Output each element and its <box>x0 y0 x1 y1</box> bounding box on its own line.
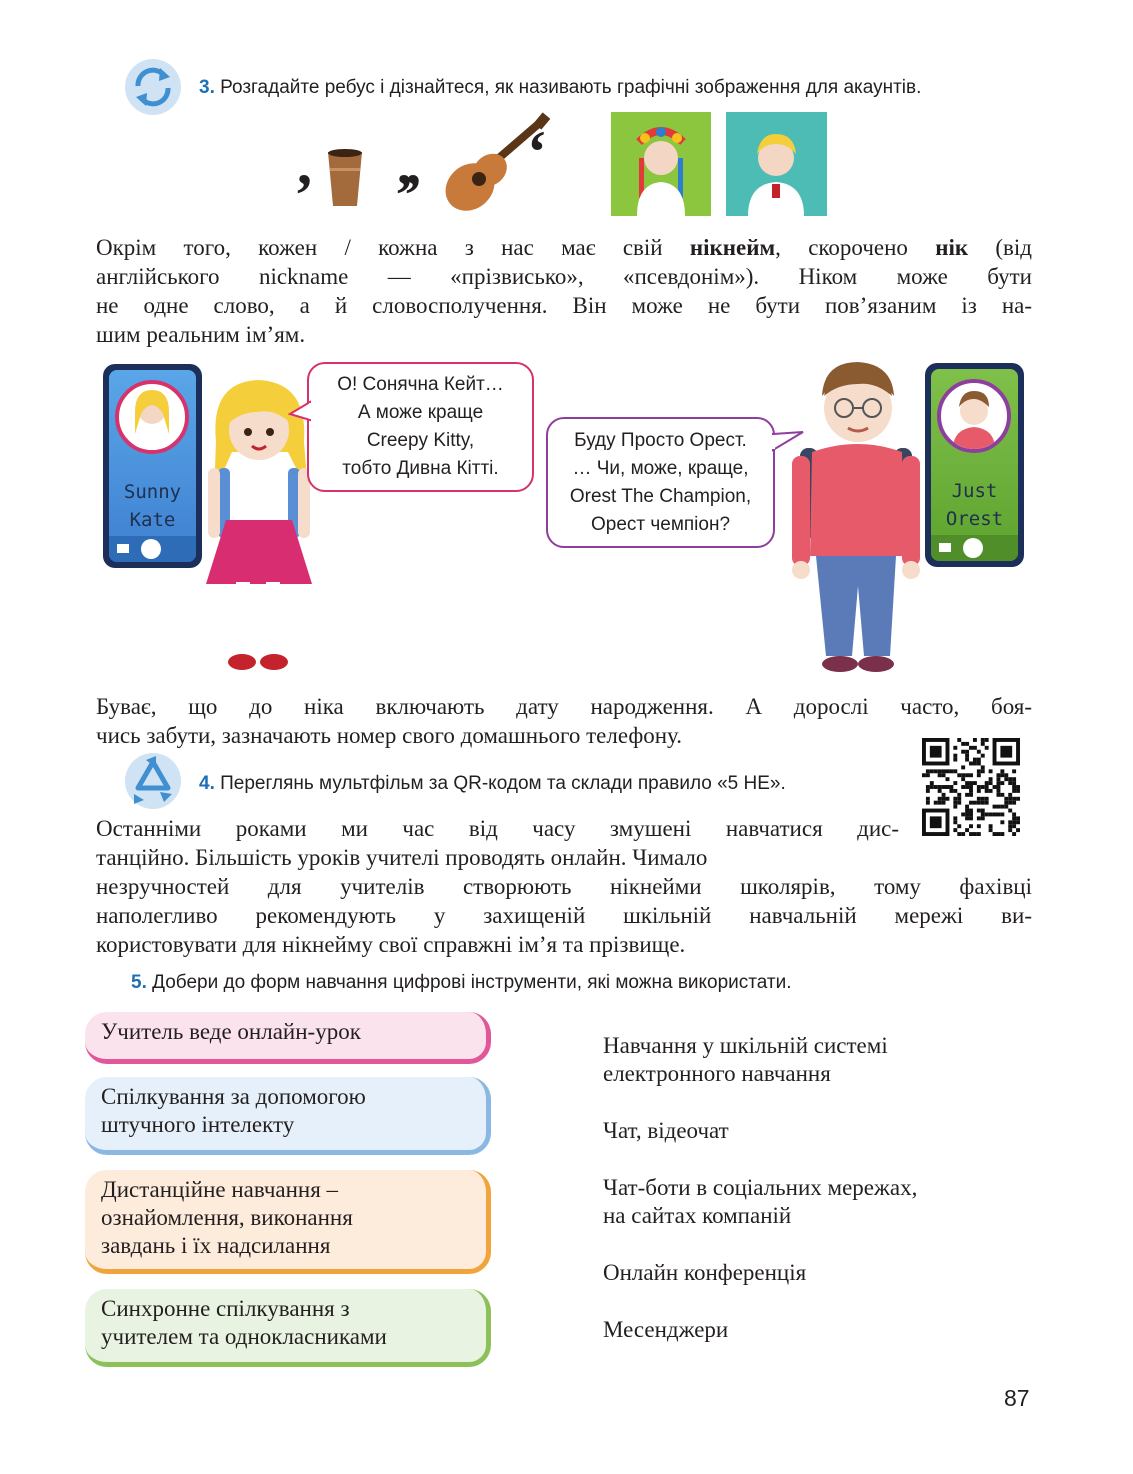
paragraph-line: Буває, що до ніка включають дату народження. А дорослі часто, боя- <box>96 694 1032 719</box>
home-button <box>963 538 983 558</box>
paragraph-line: Окрім того, кожен / кожна з нас має свій нікнейм, скорочено нік (від <box>96 235 1032 260</box>
digital-tool-option[interactable]: Онлайн конференція <box>603 1260 807 1285</box>
phone-bottom-bar <box>931 535 1018 561</box>
learning-form-card[interactable]: Дистанційне навчання – ознайомлення, виконання завдань і їх надсилання <box>85 1170 491 1274</box>
phone-left <box>103 364 202 568</box>
digital-tool-option[interactable]: Чат, відеочат <box>603 1118 729 1143</box>
phone-right <box>925 363 1024 567</box>
learning-form-card[interactable]: Синхронне спілкування з учителем та однокласниками <box>85 1289 491 1367</box>
task-icon <box>124 752 182 810</box>
paragraph-2 <box>96 692 1032 750</box>
task-number: 5. <box>131 972 147 993</box>
coffee-cup-icon <box>325 148 365 208</box>
bubble-tail <box>288 400 312 424</box>
task-3 <box>199 77 921 99</box>
digital-tool-option[interactable]: Навчання у шкільній системі електронного навчання <box>603 1033 888 1086</box>
speech-bubble-girl: О! Сонячна Кейт… А може краще Creepy Kitty, тобто Дивна Кітті. <box>307 362 534 492</box>
paragraph-line: користовувати для нікнейму свої справжні ім’я та прізвище. <box>96 932 686 957</box>
phone-screen <box>109 370 196 562</box>
paragraph-line: шим реальним ім’ям. <box>96 322 306 347</box>
task-4 <box>199 773 786 795</box>
task-text: Добери до форм навчання цифрові інструменти, які можна використати. <box>152 972 792 993</box>
avatar <box>115 380 189 454</box>
avatar-girl-tile <box>611 112 711 216</box>
phone-nickname: Just Orest <box>945 480 1004 530</box>
phone-nickname: Sunny Kate <box>123 481 182 531</box>
digital-tool-option[interactable]: Месенджери <box>603 1317 729 1342</box>
image-icon <box>117 544 129 553</box>
learning-form-card[interactable]: Спілкування за допомогою штучного інтелекту <box>85 1077 491 1155</box>
paragraph-line: чись забути, зазначають номер свого домашнього телефону. <box>96 723 683 748</box>
paragraph-line: не одне слово, а й словосполучення. Він може не бути пов’язаним із на- <box>96 293 1032 318</box>
rebus-comma: , <box>297 131 312 197</box>
rebus <box>295 108 835 220</box>
rebus-double-comma: ,, <box>397 131 415 197</box>
task-number: 4. <box>199 773 215 794</box>
rebus-apostrophe: ‘ <box>527 119 547 185</box>
paragraph-1 <box>96 233 1032 349</box>
term-nick: нік <box>935 235 969 260</box>
paragraph-line: Останніми роками ми час від часу змушені навчатися дис- <box>96 816 899 841</box>
image-icon <box>939 543 951 552</box>
phone-bottom-bar <box>109 536 196 562</box>
task-5 <box>131 972 792 994</box>
speech-bubble-boy: Буду Просто Орест. … Чи, може, краще, Orest The Champion, Орест чемпіон? <box>546 417 775 548</box>
term-nickname: нікнейм <box>689 235 776 260</box>
home-button <box>141 539 161 559</box>
task-text: Переглянь мультфільм за QR-кодом та склади правило «5 НЕ». <box>220 773 786 794</box>
paragraph-line: танційно. Більшість уроків учителі проводять онлайн. Чимало <box>96 845 708 870</box>
paragraph-line: англійського nickname — «прізвисько», «псевдонім»). Ніком може бути <box>96 264 1032 289</box>
task-text: Розгадайте ребус і дізнайтеся, як називають графічні зображення для акаунтів. <box>220 77 922 98</box>
boy-illustration <box>786 356 926 682</box>
task-number: 3. <box>199 77 215 98</box>
digital-tool-option[interactable]: Чат-боти в соціальних мережах, на сайтах компаній <box>603 1175 918 1228</box>
avatar <box>937 379 1011 453</box>
avatar-boy-tile <box>726 112 827 216</box>
paragraph-line: наполегливо рекомендують у захищеній шкільній навчальній мережі ви- <box>96 903 1032 928</box>
paragraph-3 <box>96 814 1032 959</box>
page-number: 87 <box>1004 1385 1030 1411</box>
phone-screen <box>931 369 1018 561</box>
paragraph-line: незручностей для учителів створюють нікнейми школярів, тому фахівці <box>96 874 1032 899</box>
learning-form-card[interactable]: Учитель веде онлайн-урок <box>85 1012 491 1064</box>
task-icon <box>124 58 182 116</box>
